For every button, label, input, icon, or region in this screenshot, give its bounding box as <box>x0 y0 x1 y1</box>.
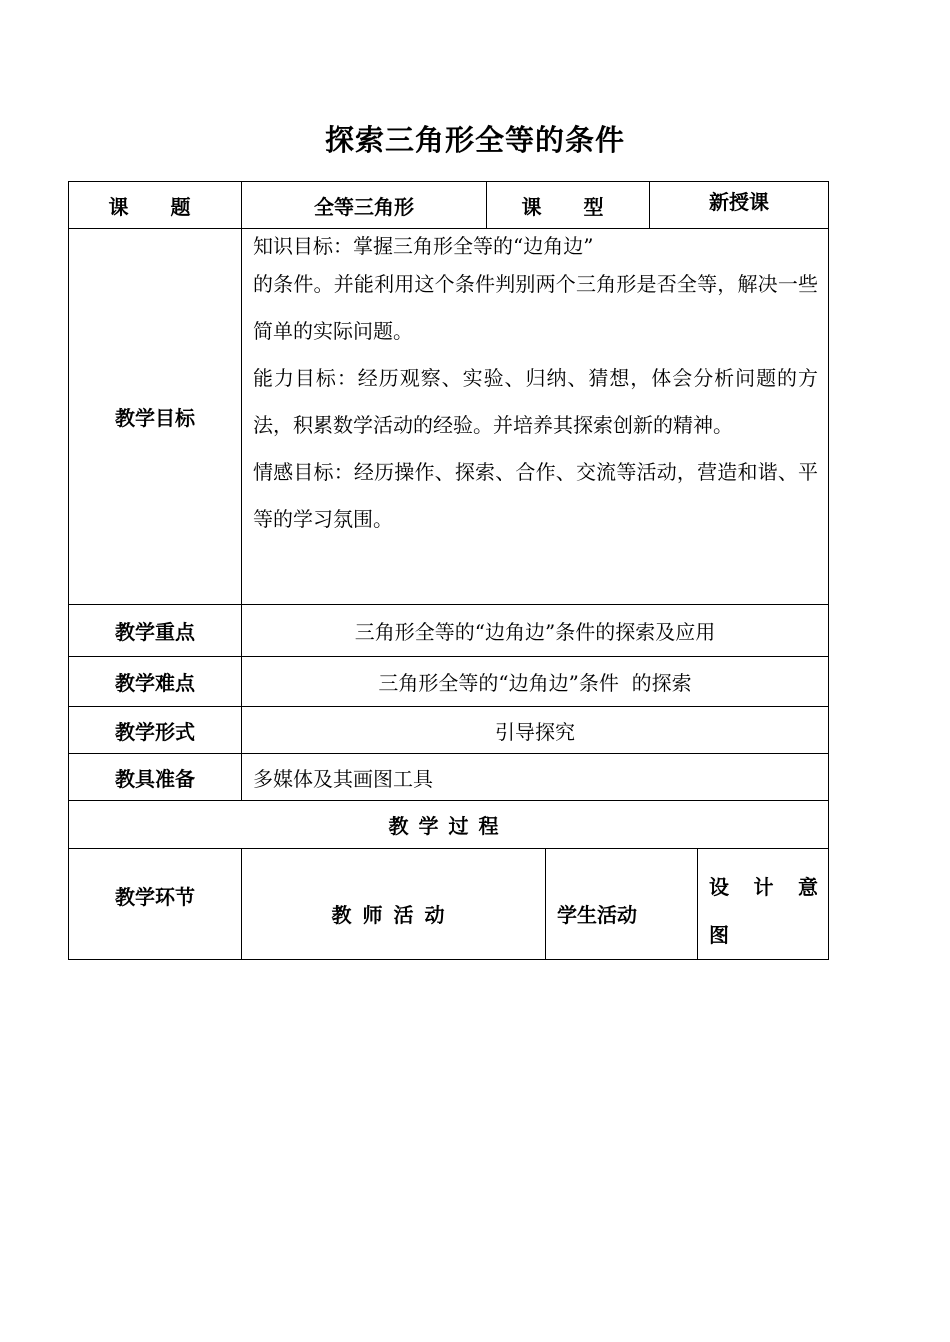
form-row <box>69 707 829 754</box>
key-point-row <box>69 605 829 657</box>
difficulty-row <box>69 657 829 707</box>
ability-objective: 能力目标：经历观察、实验、归纳、猜想，体会分析问题的方法，积累数学活动的经验。并培养其探索创新的精神。 <box>253 366 818 437</box>
design-intent-header <box>698 849 829 960</box>
process-heading-row <box>69 801 829 849</box>
design-intent-line1: 设 计 意 <box>709 875 818 899</box>
knowledge-objective-line2: 的条件。并能利用这个条件判别两个三角形是否全等，解决一些简单的实际问题。 <box>253 272 818 343</box>
type-value: 新授课 <box>650 182 829 229</box>
lesson-plan-table <box>68 181 829 960</box>
topic-label: 课 题 <box>69 182 242 229</box>
topic-value: 全等三角形 <box>242 182 487 229</box>
objectives-content <box>242 229 829 605</box>
key-point-value: 三角形全等的“边角边”条件的探索及应用 <box>242 605 829 657</box>
process-heading: 教学过程 <box>69 801 829 849</box>
document-title: 探索三角形全等的条件 <box>324 123 625 157</box>
knowledge-objective-line1: 知识目标：掌握三角形全等的“边角边” <box>253 234 594 258</box>
form-value: 引导探究 <box>242 707 829 754</box>
type-label: 课 型 <box>487 182 650 229</box>
student-activity-header: 学生活动 <box>546 849 698 960</box>
tools-row <box>69 754 829 801</box>
objectives-row <box>69 229 829 605</box>
difficulty-value: 三角形全等的“边角边”条件 的探索 <box>242 657 829 707</box>
tools-value: 多媒体及其画图工具 <box>242 754 829 801</box>
teacher-activity-header: 教师活动 <box>242 849 546 960</box>
process-header-row <box>69 849 829 960</box>
form-label: 教学形式 <box>69 707 242 754</box>
difficulty-label: 教学难点 <box>69 657 242 707</box>
design-intent-line2: 图 <box>709 923 729 947</box>
emotion-objective: 情感目标：经历操作、探索、合作、交流等活动，营造和谐、平等的学习氛围。 <box>253 460 818 531</box>
objectives-label: 教学目标 <box>69 229 242 605</box>
key-point-label: 教学重点 <box>69 605 242 657</box>
stage-header: 教学环节 <box>69 849 242 960</box>
tools-label: 教具准备 <box>69 754 242 801</box>
header-row <box>69 182 829 229</box>
